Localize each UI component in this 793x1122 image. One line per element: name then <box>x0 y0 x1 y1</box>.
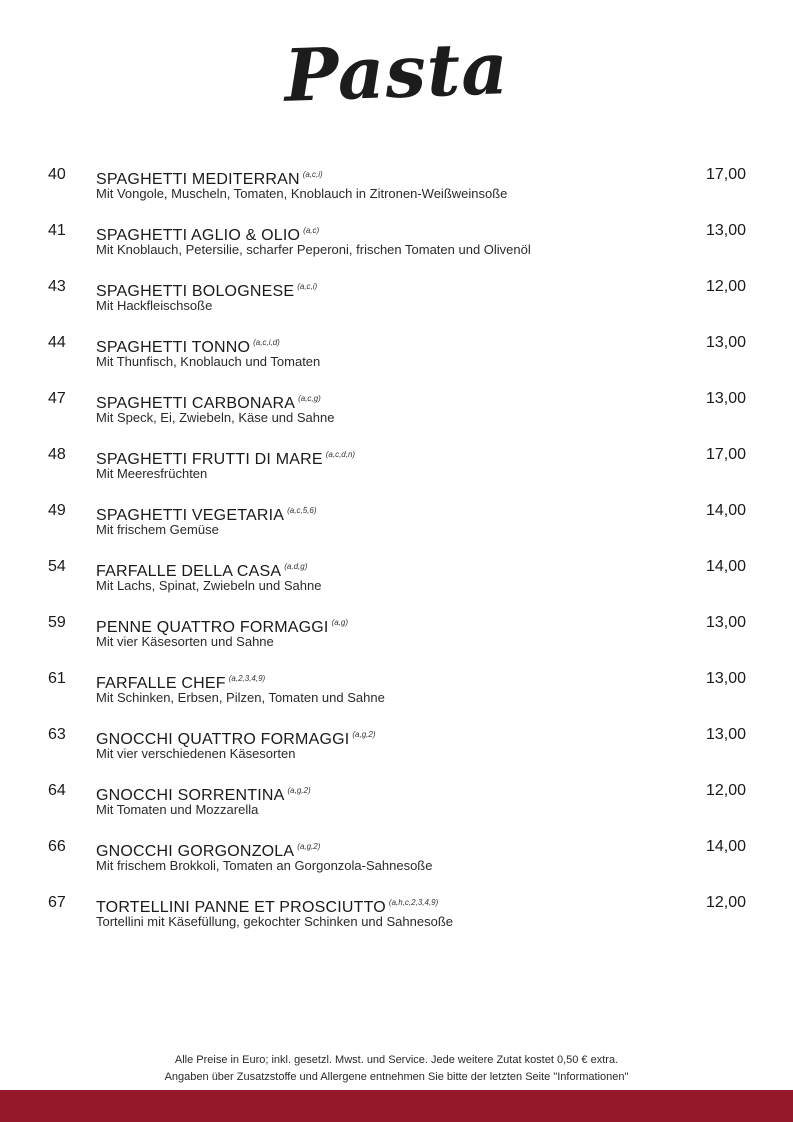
bottom-accent-bar <box>0 1090 793 1122</box>
item-description: Mit Hackfleischsoße <box>96 298 213 313</box>
item-name: SPAGHETTI BOLOGNESE <box>96 283 295 300</box>
item-description: Mit Knoblauch, Petersilie, scharfer Peperoni, frischen Tomaten und Olivenöl <box>96 242 531 257</box>
item-name: TORTELLINI PANNE ET PROSCIUTTO <box>96 899 386 916</box>
item-description: Mit Lachs, Spinat, Zwiebeln und Sahne <box>96 578 322 593</box>
item-description: Mit Meeresfrüchten <box>96 466 208 481</box>
item-name: PENNE QUATTRO FORMAGGI <box>96 619 329 636</box>
item-number: 44 <box>48 334 66 351</box>
item-price: 14,00 <box>705 558 746 575</box>
item-allergens: (a,g) <box>331 618 349 627</box>
item-description: Mit Schinken, Erbsen, Pilzen, Tomaten und Sahne <box>96 690 385 705</box>
item-allergens: (a,c,i) <box>302 170 323 179</box>
item-number: 59 <box>48 614 66 631</box>
item-allergens: (a,c,i) <box>297 282 318 291</box>
menu-item <box>0 611 793 667</box>
menu-item <box>0 443 793 499</box>
item-price: 13,00 <box>705 222 746 239</box>
item-allergens: (a,h,c,2,3,4,9) <box>388 898 439 907</box>
item-allergens: (a,c) <box>303 226 320 235</box>
item-name: SPAGHETTI MEDITERRAN <box>96 171 300 188</box>
menu-item <box>0 219 793 275</box>
page-title: Pasta <box>282 25 511 118</box>
item-name: SPAGHETTI TONNO <box>96 339 251 356</box>
item-number: 66 <box>48 838 66 855</box>
item-price: 13,00 <box>705 334 746 351</box>
item-allergens: (a,c,i,d) <box>253 338 280 347</box>
item-allergens: (a,c,d,n) <box>325 450 356 459</box>
item-description: Mit Tomaten und Mozzarella <box>96 802 259 817</box>
item-description: Mit frischem Gemüse <box>96 522 219 537</box>
item-name: GNOCCHI SORRENTINA <box>96 787 285 804</box>
item-allergens: (a,g,2) <box>297 842 321 851</box>
menu-item <box>0 667 793 723</box>
item-number: 49 <box>48 502 66 519</box>
item-description: Mit vier Käsesorten und Sahne <box>96 634 274 649</box>
item-name: SPAGHETTI FRUTTI DI MARE <box>96 451 323 468</box>
item-price: 12,00 <box>705 278 746 295</box>
item-price: 13,00 <box>705 670 746 687</box>
footer-line-prices: Alle Preise in Euro; inkl. gesetzl. Mwst. und Service. Jede weitere Zutat kostet 0,50 € extra. <box>174 1054 619 1066</box>
item-price: 14,00 <box>705 838 746 855</box>
item-allergens: (a,2,3,4,9) <box>228 674 266 683</box>
item-name: SPAGHETTI CARBONARA <box>96 395 296 412</box>
item-price: 13,00 <box>705 726 746 743</box>
item-number: 61 <box>48 670 66 687</box>
item-description: Mit Thunfisch, Knoblauch und Tomaten <box>96 354 321 369</box>
item-allergens: (a,g,2) <box>287 786 311 795</box>
item-price: 12,00 <box>705 894 746 911</box>
item-name: GNOCCHI GORGONZOLA <box>96 843 295 860</box>
item-number: 40 <box>48 166 66 183</box>
footer-note <box>0 1052 793 1086</box>
menu-item <box>0 779 793 835</box>
item-name: FARFALLE CHEF <box>96 675 226 692</box>
item-description: Mit frischem Brokkoli, Tomaten an Gorgonzola-Sahnesoße <box>96 858 433 873</box>
item-number: 64 <box>48 782 66 799</box>
menu-item <box>0 555 793 611</box>
item-number: 67 <box>48 894 66 911</box>
item-price: 14,00 <box>705 502 746 519</box>
item-description: Tortellini mit Käsefüllung, gekochter Schinken und Sahnesoße <box>96 914 453 929</box>
item-price: 17,00 <box>705 166 746 183</box>
item-allergens: (a,g,2) <box>352 730 376 739</box>
item-allergens: (a,c,5,6) <box>287 506 317 515</box>
item-number: 43 <box>48 278 66 295</box>
menu-item <box>0 331 793 387</box>
menu-item <box>0 499 793 555</box>
item-number: 41 <box>48 222 66 239</box>
item-description: Mit vier verschiedenen Käsesorten <box>96 746 296 761</box>
item-name: GNOCCHI QUATTRO FORMAGGI <box>96 731 350 748</box>
item-price: 13,00 <box>705 390 746 407</box>
item-name: SPAGHETTI VEGETARIA <box>96 507 285 524</box>
menu-item <box>0 891 793 947</box>
menu-item <box>0 275 793 331</box>
footer-line-allergens: Angaben über Zusatzstoffe und Allergene entnehmen Sie bitte der letzten Seite "Informationen" <box>164 1071 629 1083</box>
item-number: 54 <box>48 558 66 575</box>
item-price: 17,00 <box>705 446 746 463</box>
item-name: FARFALLE DELLA CASA <box>96 563 282 580</box>
item-price: 13,00 <box>705 614 746 631</box>
item-name: SPAGHETTI AGLIO & OLIO <box>96 227 301 244</box>
item-price: 12,00 <box>705 782 746 799</box>
menu-list <box>0 163 793 947</box>
menu-item <box>0 387 793 443</box>
item-description: Mit Vongole, Muscheln, Tomaten, Knoblauch in Zitronen-Weißweinsoße <box>96 186 508 201</box>
item-number: 63 <box>48 726 66 743</box>
item-allergens: (a,c,g) <box>298 394 321 403</box>
item-description: Mit Speck, Ei, Zwiebeln, Käse und Sahne <box>96 410 335 425</box>
item-number: 48 <box>48 446 66 463</box>
item-number: 47 <box>48 390 66 407</box>
item-allergens: (a,d,g) <box>284 562 308 571</box>
menu-item <box>0 723 793 779</box>
menu-item <box>0 835 793 891</box>
menu-item <box>0 163 793 219</box>
